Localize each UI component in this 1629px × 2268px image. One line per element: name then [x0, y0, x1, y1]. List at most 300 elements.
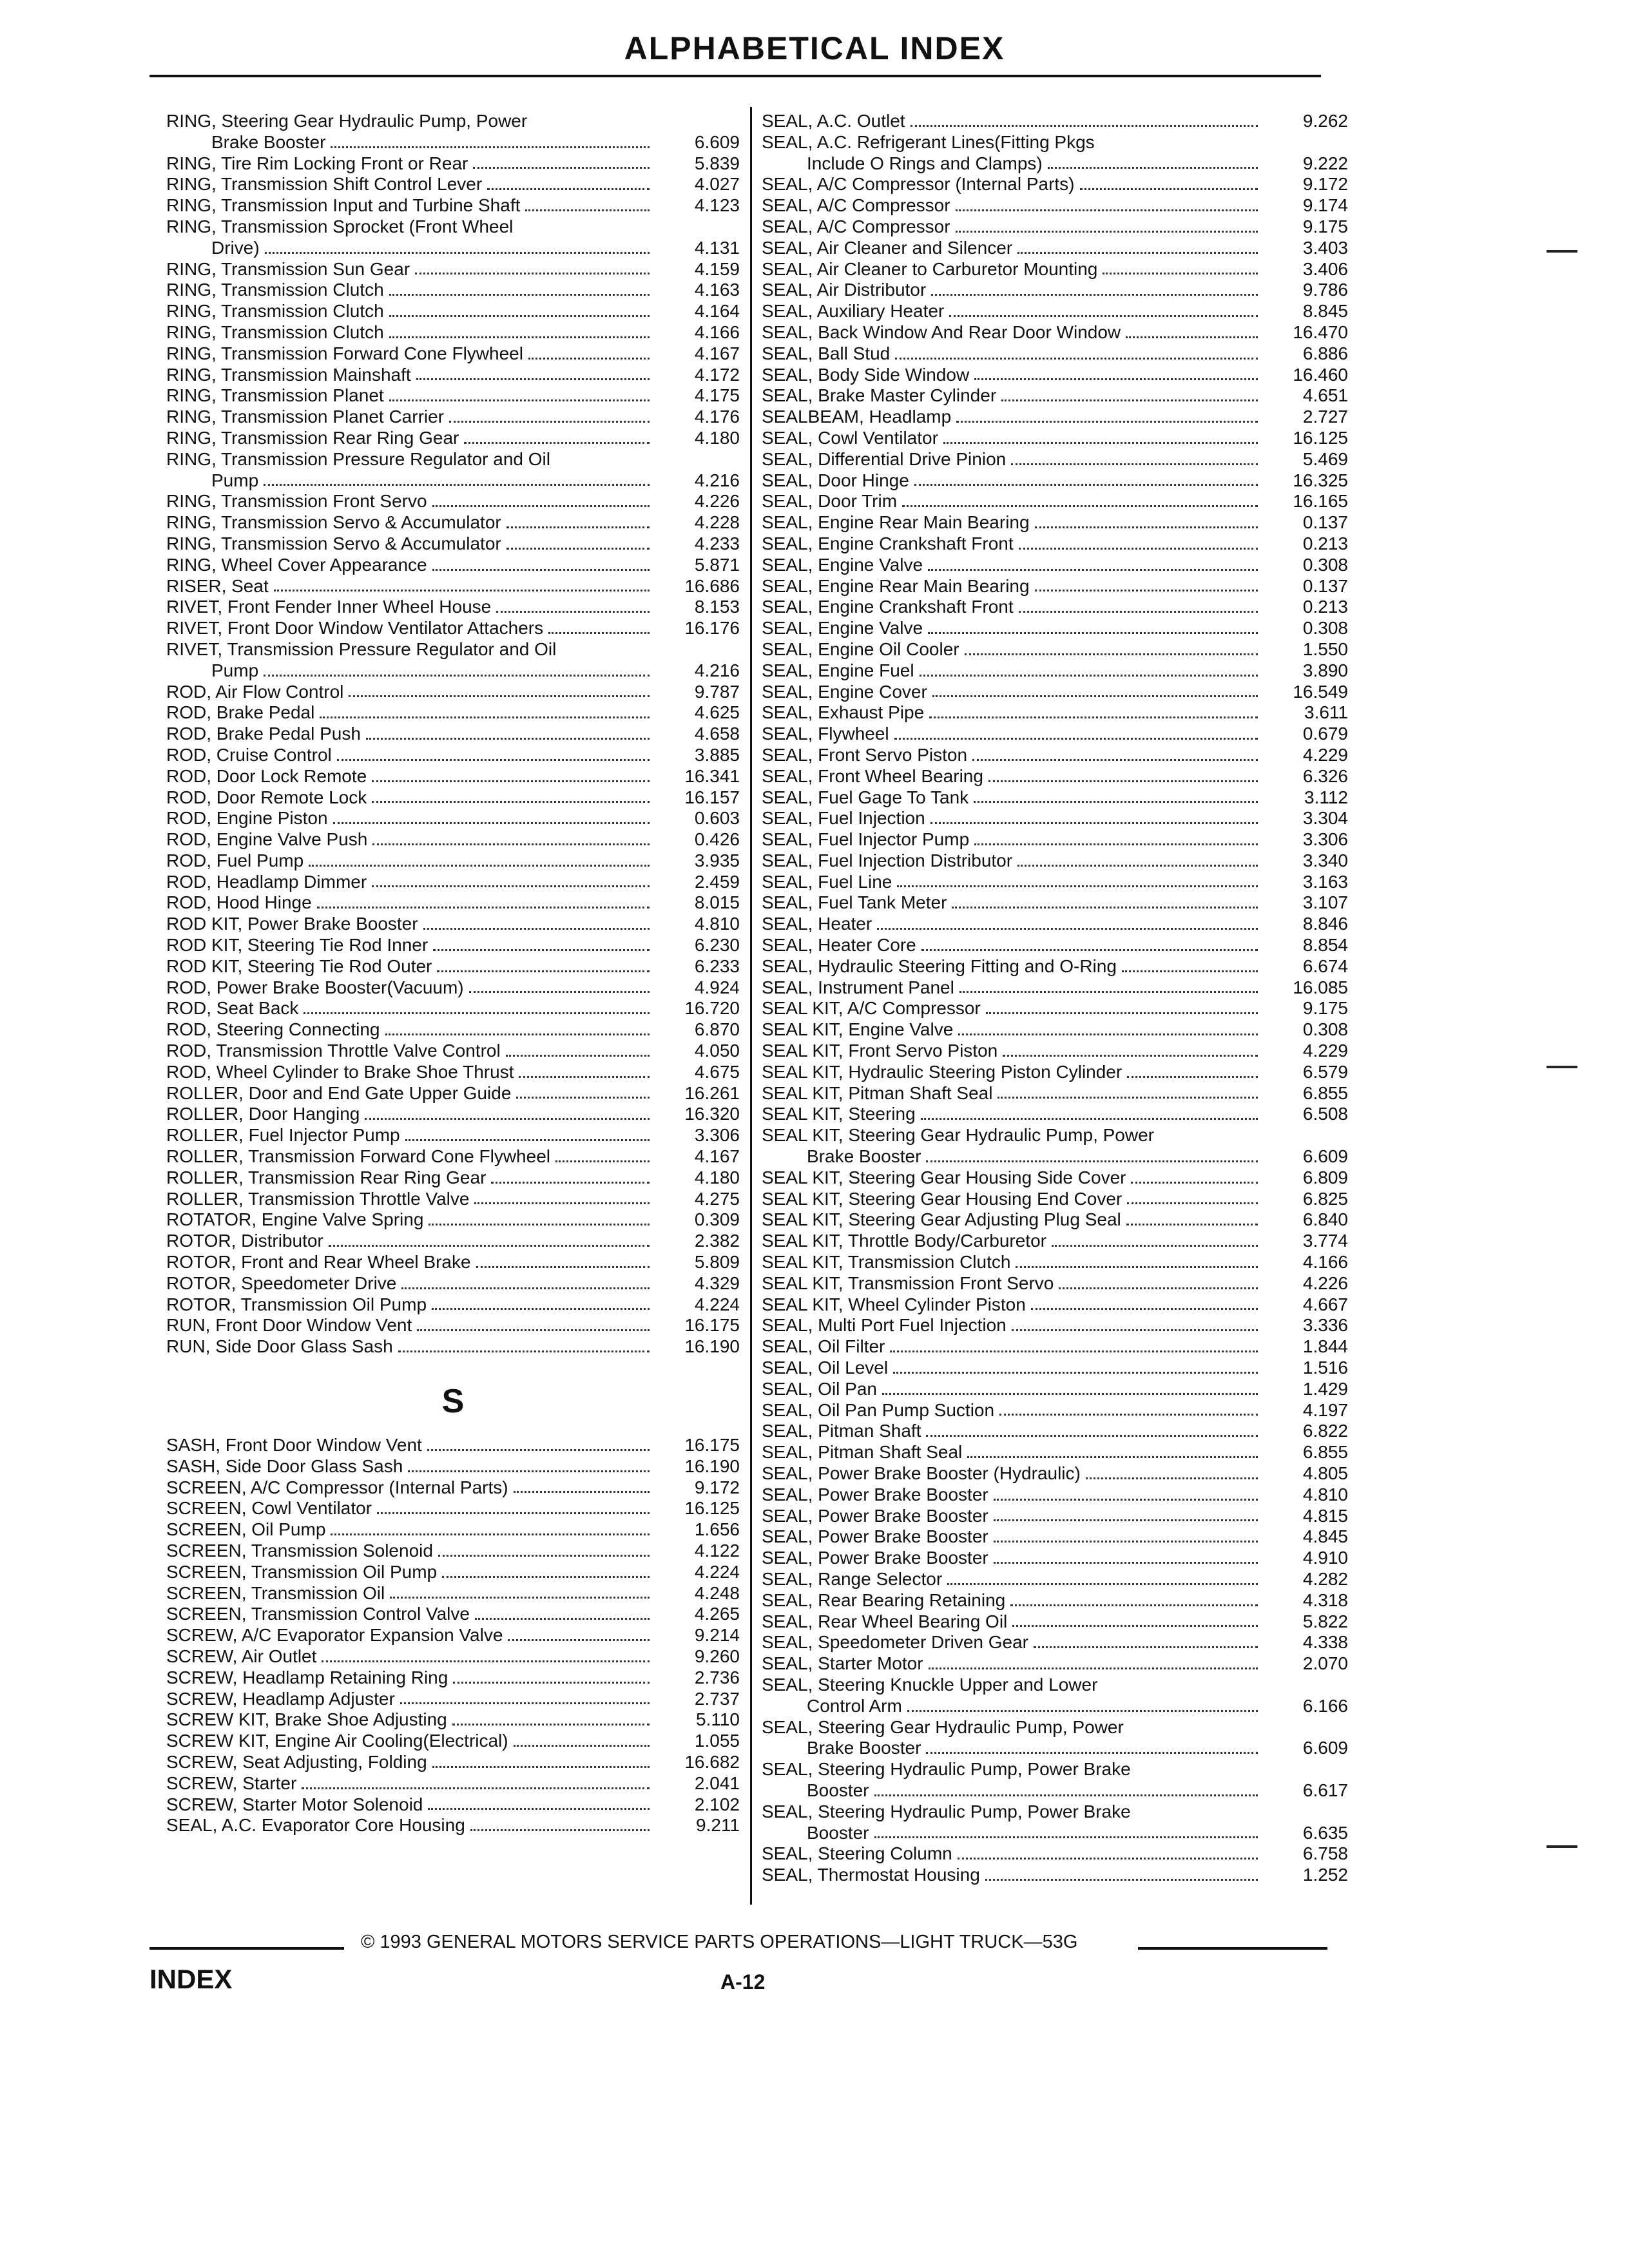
entry-page-ref: 4.329: [694, 1273, 740, 1293]
entry-page-ref: 4.050: [694, 1041, 740, 1061]
entry-title: SEAL, Oil Pan: [762, 1378, 877, 1399]
entry-title: RING, Transmission Mainshaft: [166, 364, 411, 385]
index-entry: [762, 1041, 1348, 1062]
index-entry: [762, 1865, 1348, 1886]
index-entry: [166, 1541, 740, 1562]
dot-leader: [452, 1724, 650, 1725]
index-entry: [166, 512, 740, 533]
entry-page-ref: 9.262: [1302, 111, 1348, 131]
entry-title: SEAL, Pitman Shaft: [762, 1421, 921, 1441]
entry-page-ref: 2.736: [694, 1667, 740, 1687]
dot-leader: [1017, 865, 1258, 867]
entry-title: ROD KIT, Steering Tie Rod Outer: [166, 956, 432, 976]
index-entry: [166, 829, 740, 850]
entry-page-ref: 16.175: [684, 1315, 740, 1336]
index-entry: [762, 702, 1348, 724]
entry-title: SEAL, Differential Drive Pinion: [762, 448, 1007, 469]
entry-page-ref: 3.340: [1302, 850, 1348, 870]
index-entry: [762, 1506, 1348, 1527]
entry-title: SCREEN, Oil Pump: [166, 1519, 326, 1540]
entry-title: SEAL, Body Side Window: [762, 364, 970, 385]
index-entry: [166, 385, 740, 407]
dot-leader: [433, 949, 650, 951]
entry-page-ref: 1.844: [1302, 1336, 1348, 1357]
entry-page-ref: 4.164: [694, 301, 740, 322]
index-entry: [762, 512, 1348, 533]
dot-leader: [432, 1308, 650, 1310]
index-entry: [762, 1315, 1348, 1336]
entry-title: ROD, Headlamp Dimmer: [166, 871, 367, 892]
index-entry: [762, 322, 1348, 343]
index-entry: [166, 1125, 740, 1146]
entry-page-ref: 4.226: [1302, 1273, 1348, 1293]
dot-leader: [428, 1808, 650, 1810]
entry-page-ref: 4.175: [694, 385, 740, 406]
entry-title: SCREEN, Cowl Ventilator: [166, 1498, 372, 1519]
entry-page-ref: 9.222: [1302, 153, 1348, 173]
index-entry: [166, 1709, 740, 1731]
entry-page-ref: 4.805: [1302, 1463, 1348, 1483]
index-entry: [166, 808, 740, 829]
dot-leader: [385, 1033, 650, 1035]
dot-leader: [1103, 273, 1258, 274]
dot-leader: [994, 1519, 1258, 1521]
index-entry: [166, 1168, 740, 1189]
entry-page-ref: 9.211: [696, 1815, 740, 1836]
entry-page-ref: 4.216: [694, 660, 740, 680]
entry-title: ROD, Brake Pedal Push: [166, 724, 361, 744]
index-entry: [166, 639, 740, 682]
dot-leader: [432, 1766, 650, 1768]
index-entry: [166, 1456, 740, 1477]
entry-page-ref: 0.308: [1302, 618, 1348, 639]
entry-page-ref: 1.550: [1302, 639, 1348, 659]
entry-title: SCREW, Seat Adjusting, Folding: [166, 1751, 427, 1772]
entry-title: ROTATOR, Engine Valve Spring: [166, 1209, 424, 1230]
dot-leader: [405, 1139, 650, 1141]
entry-title: SEAL KIT, Hydraulic Steering Piston Cylinder: [762, 1061, 1123, 1082]
entry-page-ref: 3.890: [1302, 660, 1348, 680]
entry-title: RING, Transmission Front Servo: [166, 491, 427, 512]
section-letter: S: [441, 1383, 465, 1421]
entry-page-ref: 3.611: [1304, 702, 1348, 723]
entry-title: SCREEN, Transmission Solenoid: [166, 1541, 433, 1561]
dot-leader: [333, 822, 650, 824]
entry-page-ref: 2.382: [694, 1231, 740, 1251]
entry-page-ref: 2.041: [694, 1773, 740, 1793]
index-entry: [166, 872, 740, 893]
index-entry: [762, 1653, 1348, 1675]
entry-title: SEAL, Back Window And Rear Door Window: [762, 322, 1121, 342]
dot-leader: [965, 653, 1258, 655]
entry-title: RUN, Side Door Glass Sash: [166, 1336, 393, 1357]
margin-mark: [1547, 250, 1577, 253]
index-entry: [166, 1336, 740, 1358]
index-entry: [762, 1062, 1348, 1083]
index-entry: [166, 1273, 740, 1294]
entry-title: SEAL, Rear Bearing Retaining: [762, 1590, 1006, 1610]
dot-leader: [349, 695, 650, 697]
entry-title: SCREW, Starter: [166, 1773, 297, 1793]
entry-title: ROTOR, Front and Rear Wheel Brake: [166, 1252, 471, 1273]
entry-title-line: RIVET, Transmission Pressure Regulator and Oil: [166, 639, 557, 659]
index-entry: [762, 1759, 1348, 1802]
entry-page-ref: 16.165: [1293, 491, 1348, 512]
index-entry: [166, 322, 740, 343]
entry-page-ref: 4.159: [694, 258, 740, 279]
dot-leader: [986, 1012, 1258, 1014]
index-entry: [166, 1731, 740, 1752]
entry-page-ref: 4.226: [694, 491, 740, 512]
entry-page-ref: 6.326: [1302, 765, 1348, 786]
entry-title: SEAL, Heater Core: [762, 935, 916, 956]
entry-page-ref: 3.306: [694, 1125, 740, 1146]
index-entry: [762, 597, 1348, 618]
entry-page-ref: 3.406: [1302, 258, 1348, 279]
dot-leader: [921, 1118, 1258, 1120]
dot-leader: [506, 526, 650, 528]
left-s-index-list: [166, 1435, 740, 1836]
entry-title: SEAL, Engine Crankshaft Front: [762, 533, 1014, 553]
entry-title: ROD KIT, Steering Tie Rod Inner: [166, 935, 429, 956]
index-entry: [166, 343, 740, 365]
entry-title: SCREEN, Transmission Control Valve: [166, 1604, 470, 1624]
index-entry: [762, 280, 1348, 301]
index-entry: [166, 216, 740, 259]
index-entry: [762, 449, 1348, 470]
index-entry: [762, 892, 1348, 914]
dot-leader: [506, 1055, 650, 1057]
entry-page-ref: 4.176: [694, 407, 740, 427]
index-entry: [166, 1519, 740, 1541]
entry-title: RING, Transmission Servo & Accumulator: [166, 512, 501, 533]
entry-page-ref: 4.338: [1302, 1632, 1348, 1653]
entry-page-ref: 4.810: [1302, 1484, 1348, 1504]
dot-leader: [464, 442, 650, 444]
dot-leader: [932, 695, 1258, 697]
entry-title: SEAL, Fuel Injector Pump: [762, 829, 970, 850]
index-entry: [166, 766, 740, 787]
entry-page-ref: 3.774: [1302, 1231, 1348, 1251]
index-entry: [762, 1125, 1348, 1168]
entry-page-ref: 8.846: [1302, 914, 1348, 934]
entry-title: SEAL, Heater: [762, 914, 872, 934]
entry-page-ref: 16.261: [684, 1082, 740, 1103]
dot-leader: [415, 273, 650, 274]
dot-leader: [985, 1879, 1258, 1881]
entry-title: SEAL, A/C Compressor (Internal Parts): [762, 174, 1075, 195]
dot-leader: [555, 1160, 650, 1162]
entry-title: RING, Wheel Cover Appearance: [166, 554, 427, 575]
dot-leader: [928, 632, 1258, 634]
entry-title: Pump: [211, 660, 259, 680]
index-entry: [166, 576, 740, 597]
entry-title: SEAL, Power Brake Booster: [762, 1526, 988, 1547]
index-entry: [762, 660, 1348, 682]
index-entry: [166, 1794, 740, 1816]
entry-title: SEAL, Power Brake Booster (Hydraulic): [762, 1463, 1081, 1483]
index-entry: [166, 280, 740, 301]
dot-leader: [1080, 188, 1258, 190]
entry-title: Brake Booster: [807, 1738, 921, 1758]
dot-leader: [1011, 463, 1258, 465]
dot-leader: [302, 1787, 650, 1789]
entry-title: ROD, Hood Hinge: [166, 892, 312, 913]
dot-leader: [432, 569, 650, 571]
index-entry: [762, 682, 1348, 703]
dot-leader: [473, 167, 650, 169]
entry-page-ref: 6.822: [1302, 1421, 1348, 1441]
dot-leader: [929, 1667, 1258, 1669]
entry-title: SEAL, Exhaust Pipe: [762, 702, 925, 723]
dot-leader: [882, 1393, 1258, 1395]
entry-page-ref: 16.176: [684, 618, 740, 639]
entry-page-ref: 1.252: [1302, 1865, 1348, 1885]
entry-title: ROD, Engine Valve Push: [166, 829, 368, 850]
entry-title: SEAL, Power Brake Booster: [762, 1548, 988, 1568]
entry-title: Pump: [211, 470, 259, 490]
entry-title: SEAL, Multi Port Fuel Injection: [762, 1315, 1007, 1336]
entry-page-ref: 4.810: [694, 914, 740, 934]
entry-page-ref: 4.233: [694, 533, 740, 553]
dot-leader: [377, 1512, 650, 1514]
entry-title: RING, Transmission Input and Turbine Shaft: [166, 195, 521, 216]
entry-page-ref: 4.282: [1302, 1568, 1348, 1589]
index-entry: [762, 132, 1348, 175]
entry-title: SEAL, Thermostat Housing: [762, 1865, 980, 1885]
dot-leader: [974, 801, 1258, 803]
entry-title-line: SEAL KIT, Steering Gear Hydraulic Pump, Power: [762, 1125, 1154, 1146]
dot-leader: [1031, 1308, 1258, 1310]
entry-title: SCREW, A/C Evaporator Expansion Valve: [166, 1625, 503, 1646]
index-entry: [762, 998, 1348, 1019]
index-entry: [762, 1675, 1348, 1717]
entry-title: SEAL, Front Servo Piston: [762, 744, 968, 765]
entry-title: SEAL KIT, Steering Gear Housing End Cover: [762, 1188, 1123, 1209]
entry-title: SCREEN, Transmission Oil Pump: [166, 1561, 438, 1582]
title-rule: [149, 75, 1321, 77]
right-column: [762, 111, 1348, 1886]
dot-leader: [967, 1456, 1258, 1458]
index-entry: [762, 343, 1348, 365]
entry-page-ref: 9.787: [694, 681, 740, 702]
index-entry: [166, 407, 740, 428]
right-index-list: [762, 111, 1348, 1886]
entry-title: SEAL KIT, Front Servo Piston: [762, 1041, 998, 1061]
dot-leader: [926, 1752, 1258, 1754]
entry-title: SEAL, Flywheel: [762, 724, 889, 744]
entry-page-ref: 4.275: [694, 1188, 740, 1209]
entry-page-ref: 1.516: [1302, 1358, 1348, 1378]
index-entry: [166, 1583, 740, 1604]
entry-page-ref: 4.180: [694, 1167, 740, 1187]
entry-title: ROLLER, Fuel Injector Pump: [166, 1125, 400, 1146]
entry-title: Booster: [807, 1780, 869, 1800]
index-entry: [166, 1562, 740, 1583]
dot-leader: [958, 1033, 1258, 1035]
index-entry: [762, 1294, 1348, 1316]
index-entry: [762, 1231, 1348, 1252]
entry-title: SEAL, Air Cleaner to Carburetor Mounting: [762, 258, 1098, 279]
entry-title: SCREW KIT, Engine Air Cooling(Electrical): [166, 1731, 508, 1751]
dot-leader: [926, 1435, 1258, 1437]
index-entry: [762, 872, 1348, 893]
index-entry: [166, 618, 740, 639]
index-entry: [762, 428, 1348, 449]
index-entry: [762, 956, 1348, 977]
entry-page-ref: 2.459: [694, 871, 740, 892]
dot-leader: [974, 843, 1258, 845]
entry-page-ref: 4.229: [1302, 1041, 1348, 1061]
index-entry: [166, 1625, 740, 1646]
index-entry: [166, 1498, 740, 1519]
entry-title: SCREEN, Transmission Oil: [166, 1582, 385, 1603]
entry-page-ref: 4.910: [1302, 1548, 1348, 1568]
index-entry: [762, 1802, 1348, 1844]
dot-leader: [365, 1118, 650, 1120]
dot-leader: [895, 358, 1258, 360]
index-entry: [166, 724, 740, 745]
dot-leader: [1127, 1076, 1258, 1078]
entry-page-ref: 3.336: [1302, 1315, 1348, 1336]
entry-page-ref: 9.786: [1302, 280, 1348, 300]
entry-title: SEAL, Hydraulic Steering Fitting and O-Ring: [762, 956, 1117, 976]
index-entry: [762, 1843, 1348, 1865]
entry-title: ROLLER, Transmission Throttle Valve: [166, 1188, 470, 1209]
index-entry: [166, 1146, 740, 1168]
entry-page-ref: 3.885: [694, 744, 740, 765]
entry-title: SEAL, Fuel Gage To Tank: [762, 787, 969, 807]
entry-title: ROD, Fuel Pump: [166, 850, 304, 870]
dot-leader: [427, 1449, 650, 1451]
entry-page-ref: 4.265: [694, 1604, 740, 1624]
dot-leader: [994, 1541, 1258, 1542]
entry-page-ref: 16.125: [684, 1498, 740, 1519]
dot-leader: [1001, 399, 1258, 401]
entry-page-ref: 6.230: [694, 935, 740, 956]
index-entry: [762, 787, 1348, 809]
index-entry: [762, 1569, 1348, 1590]
entry-title: ROD, Air Flow Control: [166, 681, 344, 702]
entry-page-ref: 8.015: [694, 892, 740, 913]
entry-page-ref: 16.157: [684, 787, 740, 807]
dot-leader: [528, 358, 650, 360]
entry-title: SCREW KIT, Brake Shoe Adjusting: [166, 1709, 447, 1730]
entry-page-ref: 6.674: [1302, 956, 1348, 976]
dot-leader: [949, 315, 1258, 317]
entry-page-ref: 4.651: [1302, 385, 1348, 406]
dot-leader: [1012, 1329, 1258, 1331]
dot-leader: [390, 1597, 650, 1599]
entry-page-ref: 6.508: [1302, 1104, 1348, 1124]
index-entry: [762, 1083, 1348, 1104]
entry-title: Brake Booster: [807, 1146, 921, 1167]
dot-leader: [372, 780, 650, 782]
dot-leader: [956, 421, 1258, 423]
entry-page-ref: 2.727: [1302, 407, 1348, 427]
dot-leader: [958, 1858, 1258, 1860]
index-entry: [166, 787, 740, 809]
dot-leader: [1019, 548, 1258, 550]
entry-title: ROTOR, Speedometer Drive: [166, 1273, 397, 1293]
dot-leader: [994, 1562, 1258, 1564]
index-entry: [166, 111, 740, 153]
entry-page-ref: 5.839: [694, 153, 740, 173]
index-entry: [166, 195, 740, 216]
dot-leader: [1012, 1625, 1258, 1627]
entry-title: Brake Booster: [211, 131, 326, 152]
entry-page-ref: 6.609: [1302, 1146, 1348, 1167]
dot-leader: [931, 294, 1258, 296]
dot-leader: [274, 590, 650, 591]
dot-leader: [930, 822, 1258, 824]
dot-leader: [337, 759, 650, 761]
index-entry: [762, 935, 1348, 956]
index-entry: [762, 1252, 1348, 1273]
entry-title: SEAL KIT, Transmission Front Servo: [762, 1273, 1054, 1293]
index-entry: [166, 1019, 740, 1041]
entry-page-ref: 16.682: [684, 1751, 740, 1772]
entry-page-ref: 8.153: [694, 597, 740, 617]
index-entry: [762, 1717, 1348, 1760]
entry-title: ROD, Power Brake Booster(Vacuum): [166, 977, 464, 997]
dot-leader: [874, 1794, 1258, 1796]
index-entry: [762, 1526, 1348, 1548]
dot-leader: [1016, 1266, 1258, 1268]
dot-leader: [449, 421, 650, 423]
index-entry: [166, 365, 740, 386]
index-entry: [762, 1590, 1348, 1611]
entry-title: ROLLER, Door Hanging: [166, 1104, 360, 1124]
dot-leader: [1034, 1646, 1258, 1648]
entry-title: RIVET, Front Fender Inner Wheel House: [166, 597, 492, 617]
entry-title: RING, Transmission Clutch: [166, 280, 384, 300]
entry-title: SCREW, Headlamp Retaining Ring: [166, 1667, 448, 1687]
dot-leader: [877, 928, 1258, 930]
entry-page-ref: 1.656: [694, 1519, 740, 1540]
entry-title-line: RING, Transmission Pressure Regulator and Oil: [166, 448, 550, 469]
entry-title: ROD, Engine Piston: [166, 808, 328, 829]
entry-page-ref: 4.224: [694, 1561, 740, 1582]
index-entry: [166, 977, 740, 999]
page-title: ALPHABETICAL INDEX: [624, 30, 1005, 66]
index-entry: [762, 1632, 1348, 1653]
index-entry: [762, 766, 1348, 787]
dot-leader: [1017, 252, 1258, 254]
entry-page-ref: 4.845: [1302, 1526, 1348, 1547]
entry-title: SEAL KIT, Steering Gear Adjusting Plug Seal: [762, 1209, 1121, 1230]
dot-leader: [432, 505, 650, 507]
dot-leader: [423, 928, 650, 930]
entry-title: ROLLER, Transmission Rear Ring Gear: [166, 1167, 487, 1187]
dot-leader: [416, 378, 650, 380]
index-entry: [762, 829, 1348, 850]
entry-title: SEAL, A/C Compressor: [762, 195, 950, 216]
index-entry: [166, 1604, 740, 1625]
entry-title: Include O Rings and Clamps): [807, 153, 1043, 173]
index-entry: [762, 745, 1348, 766]
entry-page-ref: 16.470: [1293, 322, 1348, 342]
entry-page-ref: 1.429: [1302, 1378, 1348, 1399]
dot-leader: [1131, 1182, 1258, 1184]
index-entry: [762, 1548, 1348, 1569]
index-entry: [166, 1041, 740, 1062]
entry-page-ref: 4.815: [1302, 1505, 1348, 1526]
entry-title: SEAL, Rear Wheel Bearing Oil: [762, 1611, 1008, 1631]
entry-page-ref: 0.679: [1302, 724, 1348, 744]
entry-page-ref: 4.167: [694, 1146, 740, 1167]
index-entry: [762, 1104, 1348, 1125]
